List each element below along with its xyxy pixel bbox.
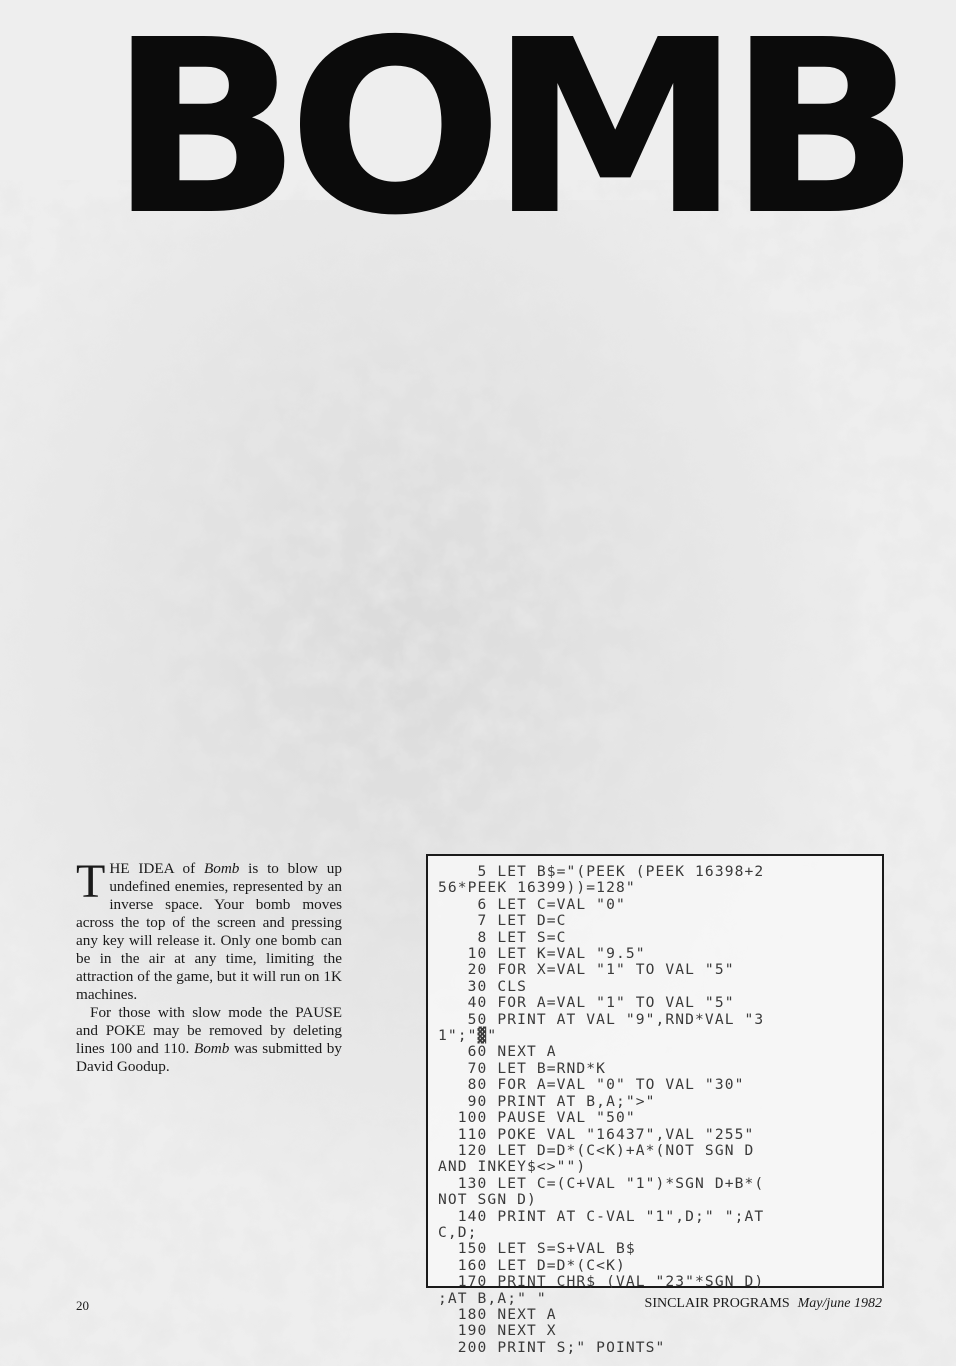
listing-line: NOT SGN D) [438,1191,537,1209]
listing-line: 56*PEEK 16399))=128" [438,879,636,897]
paragraph-text: is to blow up undefined enemies, represented by an inverse space. Your bomb moves across the top of the screen and pressing any key will release it. Only one bomb can be in the air at any time, limiting the attraction of the game, but it will run on 1K machines. [76,860,342,1003]
listing-line: 110 POKE VAL "16437",VAL "255" [438,1125,755,1143]
listing-line: 40 FOR A=VAL "1" TO VAL "5" [438,994,735,1012]
magazine-name: SINCLAIR PROGRAMS [644,1296,790,1311]
article-body [76,855,342,1076]
listing-line: C,D; [438,1223,478,1241]
issue-date: May/june 1982 [797,1296,882,1311]
article-paragraph-1 [76,855,342,1004]
listing-line: 140 PRINT AT C-VAL "1",D;" ";AT [438,1207,765,1225]
listing-line: 180 NEXT A [438,1305,557,1323]
paragraph-text: For those with slow mode the PAUSE and POKE may be removed by deleting lines 100 and 110. [76,1004,342,1057]
paragraph-text: was submitted by David Goodup. [76,1040,342,1075]
page-number: 20 [76,1298,89,1313]
listing-line: 70 LET B=RND*K [438,1059,607,1077]
listing-line: 6 LET C=VAL "0" [438,895,626,913]
program-listing [438,864,764,1356]
listing-line: 80 FOR A=VAL "0" TO VAL "30" [438,1076,745,1094]
footer-credit [645,1296,882,1312]
listing-line: 170 PRINT CHR$ (VAL "23"*SGN D) [438,1273,765,1291]
listing-line: 20 FOR X=VAL "1" TO VAL "5" [438,961,735,979]
game-title-italic: Bomb [193,1040,230,1057]
drop-cap: T [76,855,106,908]
listing-line: 160 LET D=D*(C<K) [438,1256,626,1274]
page-title: BOMB [108,0,907,268]
listing-line: 120 LET D=D*(C<K)+A*(NOT SGN D [438,1141,755,1159]
listing-line: 200 PRINT S;" POINTS" [438,1338,666,1356]
listing-line: 30 CLS [438,977,527,995]
listing-line: 7 LET D=C [438,912,567,930]
article-paragraph-2 [76,1004,342,1076]
listing-line: 10 LET K=VAL "9.5" [438,945,646,963]
listing-line: AND INKEY$<>"") [438,1158,587,1176]
listing-line: 8 LET S=C [438,928,567,946]
listing-line: 90 PRINT AT B,A;">" [438,1092,656,1110]
listing-line: 130 LET C=(C+VAL "1")*SGN D+B*( [438,1174,765,1192]
listing-line: 190 NEXT X [438,1322,557,1340]
listing-line: 1";"▓" [438,1027,498,1045]
game-title-italic: Bomb [203,860,240,877]
listing-line: 150 LET S=S+VAL B$ [438,1240,636,1258]
listing-line: 5 LET B$="(PEEK (PEEK 16398+2 [438,863,765,880]
listing-line: 100 PAUSE VAL "50" [438,1109,636,1127]
listing-line: ;AT B,A;" " [438,1289,547,1307]
listing-line: 60 NEXT A [438,1043,557,1061]
paragraph-text: HE IDEA of [109,860,204,877]
listing-line: 50 PRINT AT VAL "9",RND*VAL "3 [438,1010,765,1028]
